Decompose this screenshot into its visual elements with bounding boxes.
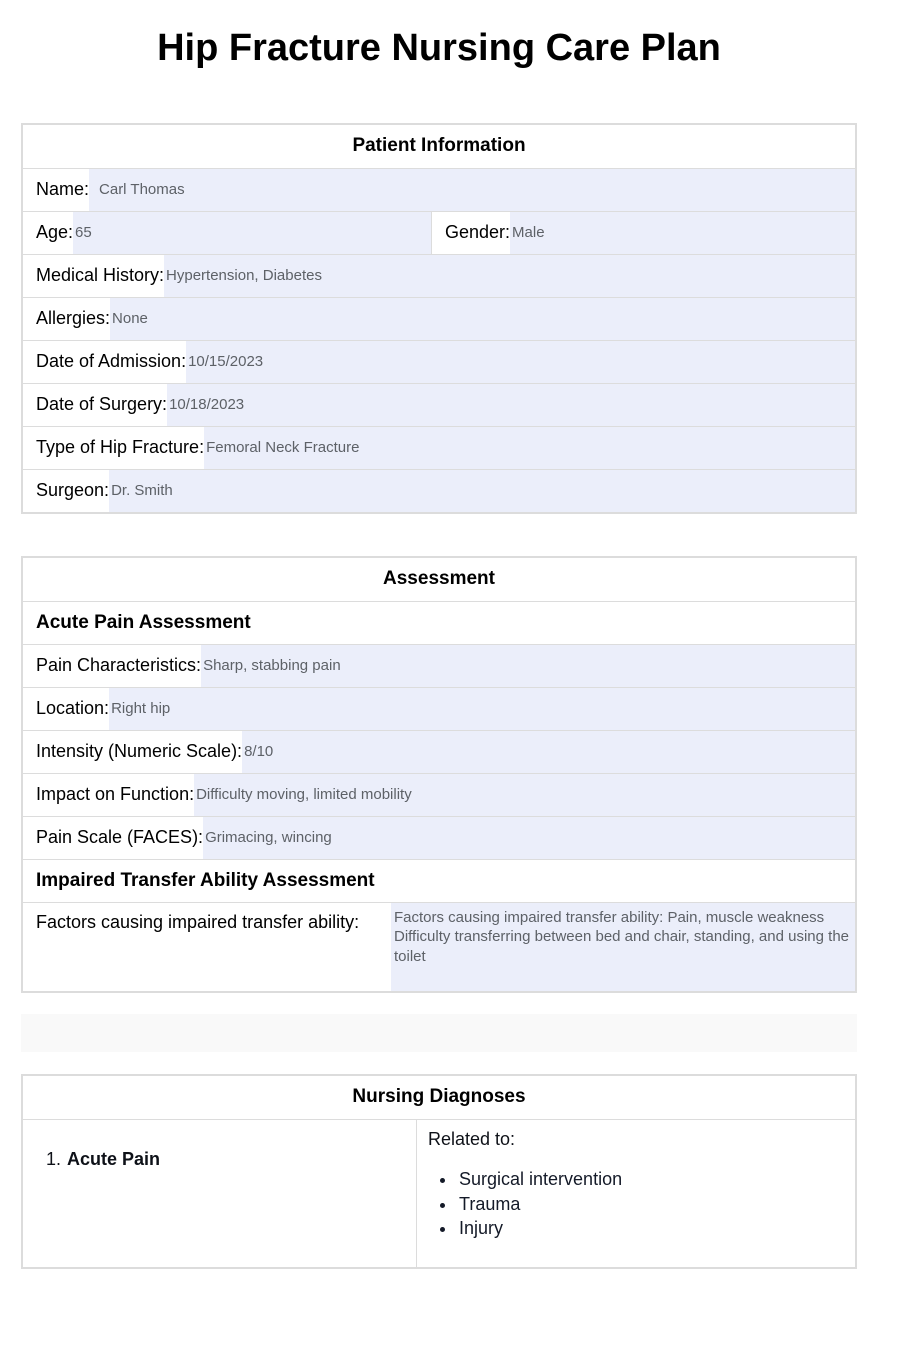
medical-history-value: Hypertension, Diabetes (164, 255, 855, 297)
table-row-surgery-date (23, 383, 855, 426)
section-title: Nursing Diagnoses (352, 1086, 526, 1108)
table-row-age-gender (23, 211, 855, 254)
transfer-factors-line: Difficulty transferring between bed and chair, standing, and using the toilet (394, 928, 850, 965)
impaired-transfer-heading (23, 859, 855, 902)
diagnosis-name: Acute Pain (67, 1148, 161, 1169)
surgery-date-value: 10/18/2023 (167, 384, 855, 426)
gender-label: Gender: (432, 212, 510, 254)
fracture-type-label: Type of Hip Fracture: (23, 427, 204, 469)
location-value: Right hip (109, 688, 855, 730)
gender-value: Male (510, 212, 855, 254)
table-row-intensity (23, 730, 855, 773)
admission-date-label: Date of Admission: (23, 341, 186, 383)
age-cell (23, 212, 432, 254)
nursing-diagnoses-table (21, 1074, 857, 1269)
list-item: • Trauma (457, 1193, 855, 1217)
diagnosis-name-cell (23, 1120, 417, 1267)
fracture-type-value: Femoral Neck Fracture (204, 427, 855, 469)
intensity-value: 8/10 (242, 731, 855, 773)
subsection-title: Impaired Transfer Ability Assessment (36, 869, 375, 891)
pain-scale-faces-label: Pain Scale (FACES): (23, 817, 203, 859)
table-row-surgeon (23, 469, 855, 512)
pain-characteristics-label: Pain Characteristics: (23, 645, 201, 687)
table-row-fracture-type (23, 426, 855, 469)
list-item: • Surgical intervention (457, 1168, 855, 1192)
age-value: 65 (73, 212, 431, 254)
allergies-label: Allergies: (23, 298, 110, 340)
patient-information-header (23, 125, 855, 168)
table-row-name (23, 168, 855, 211)
table-row-pain-characteristics (23, 644, 855, 687)
diagnosis-related-cell (417, 1120, 855, 1267)
table-row-transfer-factors (23, 902, 855, 991)
list-item: • Injury (457, 1217, 855, 1241)
section-title: Patient Information (352, 135, 526, 157)
surgery-date-label: Date of Surgery: (23, 384, 167, 426)
table-row-impact-on-function (23, 773, 855, 816)
allergies-value: None (110, 298, 855, 340)
location-label: Location: (23, 688, 109, 730)
diagnosis-number: 1. (46, 1148, 62, 1169)
table-row-location (23, 687, 855, 730)
surgeon-label: Surgeon: (23, 470, 109, 512)
age-label: Age: (23, 212, 73, 254)
related-to-list (428, 1168, 855, 1241)
assessment-table (21, 556, 857, 993)
assessment-header (23, 558, 855, 601)
transfer-factors-label: Factors causing impaired transfer ability: (23, 903, 391, 991)
admission-date-value: 10/15/2023 (186, 341, 855, 383)
diagnosis-row (23, 1119, 855, 1267)
pain-characteristics-value: Sharp, stabbing pain (201, 645, 855, 687)
transfer-factors-value (391, 903, 855, 991)
page-title: Hip Fracture Nursing Care Plan (157, 27, 721, 69)
medical-history-label: Medical History: (23, 255, 164, 297)
table-row-medical-history (23, 254, 855, 297)
table-row-pain-scale-faces (23, 816, 855, 859)
related-to-label: Related to: (428, 1128, 516, 1149)
surgeon-value: Dr. Smith (109, 470, 855, 512)
transfer-factors-line: Factors causing impaired transfer ability: Pain, muscle weakness (394, 908, 825, 926)
table-row-admission-date (23, 340, 855, 383)
impact-on-function-label: Impact on Function: (23, 774, 194, 816)
subsection-title: Acute Pain Assessment (36, 611, 251, 633)
empty-section-band (21, 1014, 857, 1052)
gender-cell (432, 212, 855, 254)
document (21, 26, 857, 1269)
name-label: Name: (23, 169, 89, 211)
patient-information-table (21, 123, 857, 514)
acute-pain-assessment-heading (23, 601, 855, 644)
section-title: Assessment (383, 568, 495, 590)
pain-scale-faces-value: Grimacing, wincing (203, 817, 855, 859)
table-row-allergies (23, 297, 855, 340)
nursing-diagnoses-header (23, 1076, 855, 1119)
intensity-label: Intensity (Numeric Scale): (23, 731, 242, 773)
name-value: Carl Thomas (89, 169, 855, 211)
impact-on-function-value: Difficulty moving, limited mobility (194, 774, 855, 816)
